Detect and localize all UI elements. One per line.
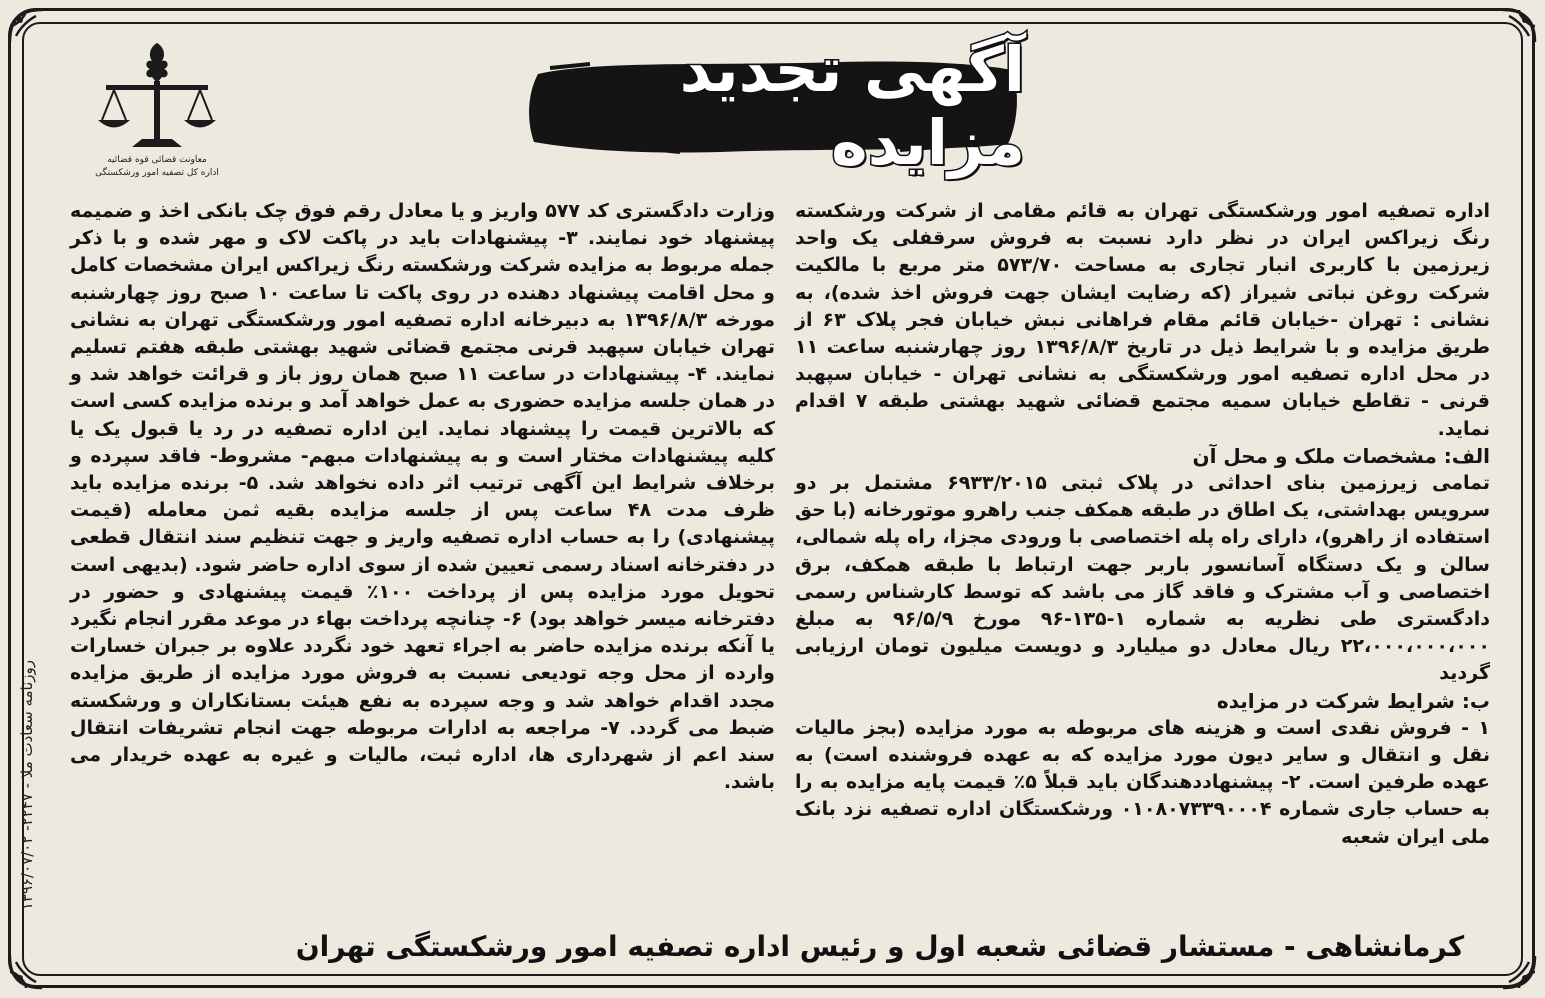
left-column [70, 198, 775, 796]
intro-paragraph [795, 198, 1490, 443]
section-a-text: تمامی زیرزمین بنای احداثی در پلاک ثبتی ۶۹۳۳/۲۰۱۵ مشتمل بر دو سرویس بهداشتی، یک اطاق در طبقه همکف جنب راهرو موتورخانه (با حق استفاده از راهرو)، دارای راه پله اختصاصی با ورودی مجزا، راه پله شمالی، سالن و یک دستگاه آسانسور باربر جهت ارتباط با طبقه همکف، برق اختصاصی و آب مشترک و فاقد گاز می باشد که توسط کارشناس رسمی دادگستری طی نظریه به شماره ۱-۱۳۵-۹۶ مورخ ۹۶/۵/۹ به مبلغ ۲۲،۰۰۰،۰۰۰،۰۰۰ ریال معادل دو میلیارد و دویست میلیون تومان ارزیابی گردید [795, 472, 1490, 685]
corner-ornament-icon [1499, 6, 1539, 46]
office-name: اداره تصفیه امور ورشکستگی تهران [1144, 200, 1490, 222]
page-title: آگهی تجدید مزایده [679, 33, 1025, 179]
conditions-text: وزارت دادگستری کد ۵۷۷ واریز و یا معادل رقم فوق چک بانکی اخذ و ضمیمه پیشنهاد خود نمایند. ۳- پیشنهادات باید در پاکت لاک و مهر شده و با ذکر جمله مربوط به مزایده شرکت ورشکسته رنگ زیراکس ایران مشخصات کامل و محل اقامت پیشنهاد دهنده در روی پاکت تا ساعت ۱۰ صبح روز چهارشنبه مورخه ۱۳۹۶/۸/۳ به دبیرخانه اداره تصفیه امور ورشکستگی تهران به نشانی تهران خیابان سپهبد قرنی مجتمع قضائی شهید بهشتی طبقه هفتم تسلیم نمایند. ۴- پیشنهادات در ساعت ۱۱ صبح همان روز باز و قرائت خواهد شد و در همان جلسه مزایده حضوری به عمل خواهد آمد و برنده مزایده کسی است که بالاترین قیمت را پیشنهاد نماید. این اداره تصفیه در رد یا قبول یک یا کلیه پیشنهادات مختار است و به پیشنهادات مبهم- مشروط- فاقد سپرده و برخلاف شرایط این آگهی ترتیب اثر داده نخواهد شد. ۵- برنده مزایده باید ظرف مدت ۴۸ ساعت پس از جلسه مزایده بقیه ثمن معامله (قیمت پیشنهادی) را به حساب اداره تصفیه واریز و جهت تنظیم سند انتقال قطعی در دفترخانه اسناد رسمی تعیین شده از سوی اداره حاضر شود. (بدیهی است تحویل مورد مزایده پس از پرداخت ۱۰۰٪ قیمت پیشنهادی و حضور در دفترخانه میسر خواهد بود) ۶- چنانچه پرداخت بهاء در موعد مقرر انجام نگیرد یا آنکه برنده مزایده حاضر به اجراء تعهد خود نگردد علاوه بر جبران خسارات وارده از محل وجه تودیعی نسبت به فروش مورد مزایده از طریق مزایده مجدد اقدام خواهد شد و وجه سپرده به نفع هیئت بستانکاران و ورشکسته ضبط می گردد. ۷- مراجعه به ادارات مربوطه جهت انجام تشریفات انتقال سند اعم از شهرداری ها، اداره ثبت، مالیات و غیره به عهده خریدار می باشد. [70, 200, 776, 794]
title-banner [520, 33, 1025, 179]
newspaper-reference: روزنامه سعادت ملا - ۲۲۴۷- ۱۳۹۶/۰۷/۰۲ [18, 660, 36, 911]
scales-of-justice-icon [92, 35, 222, 155]
section-b-heading: ب: شرایط شرکت در مزایده [1216, 688, 1490, 713]
section-b-text: ۱ - فروش نقدی است و هزینه های مربوطه به مورد مزایده (بجز مالیات نقل و انتقال و سایر دیون مورد مزایده که به عهده فروشنده است) به عهده طرفین است. ۲- پیشنهاددهندگان باید قبلاً ۵٪ قیمت پایه مزایده به را به حساب جاری شماره ۰۱۰۸۰۷۳۳۹۰۰۰۴ ورشکستگان اداره تصفیه نزد بانک ملی ایران شعبه [795, 716, 1490, 848]
corner-ornament-icon [1499, 952, 1539, 992]
emblem-caption-line: اداره کل تصفیه امور ورشکستگی [95, 168, 219, 178]
right-column [795, 198, 1490, 851]
emblem-caption-line: معاونت قضائی قوه قضائیه [107, 155, 207, 165]
signature-line: کرمانشاهی - مستشار قضائی شعبه اول و رئیس اداره تصفیه امور ورشکستگی تهران [295, 930, 1465, 963]
intro-text: به قائم مقامی از شرکت ورشکسته رنگ زیراکس ایران در نظر دارد نسبت به فروش سرقفلی یک واحد زیرزمین با کاربری انبار تجاری به مساحت ۵۷۳/۷۰ متر مربع با مالکیت شرکت روغن نباتی شیراز (که رضایت ایشان جهت فروش اخذ شده)، به نشانی : تهران -خیابان قائم مقام فراهانی نبش خیابان فجر پلاک ۶۳ از طریق مزایده و با شرایط ذیل در تاریخ ۱۳۹۶/۸/۳ روز چهارشنبه ساعت ۱۱ در محل اداره تصفیه امور ورشکستگی به نشانی تهران - خیابان سپهبد قرنی - تقاطع خیابان سمیه مجتمع قضائی شهید بهشتی طبقه ۷ اقدام نماید. [795, 200, 1490, 440]
section-a-heading: الف: مشخصات ملک و محل آن [1192, 443, 1490, 468]
corner-ornament-icon [6, 952, 46, 992]
emblem-caption [72, 154, 242, 180]
corner-ornament-icon [6, 6, 46, 46]
